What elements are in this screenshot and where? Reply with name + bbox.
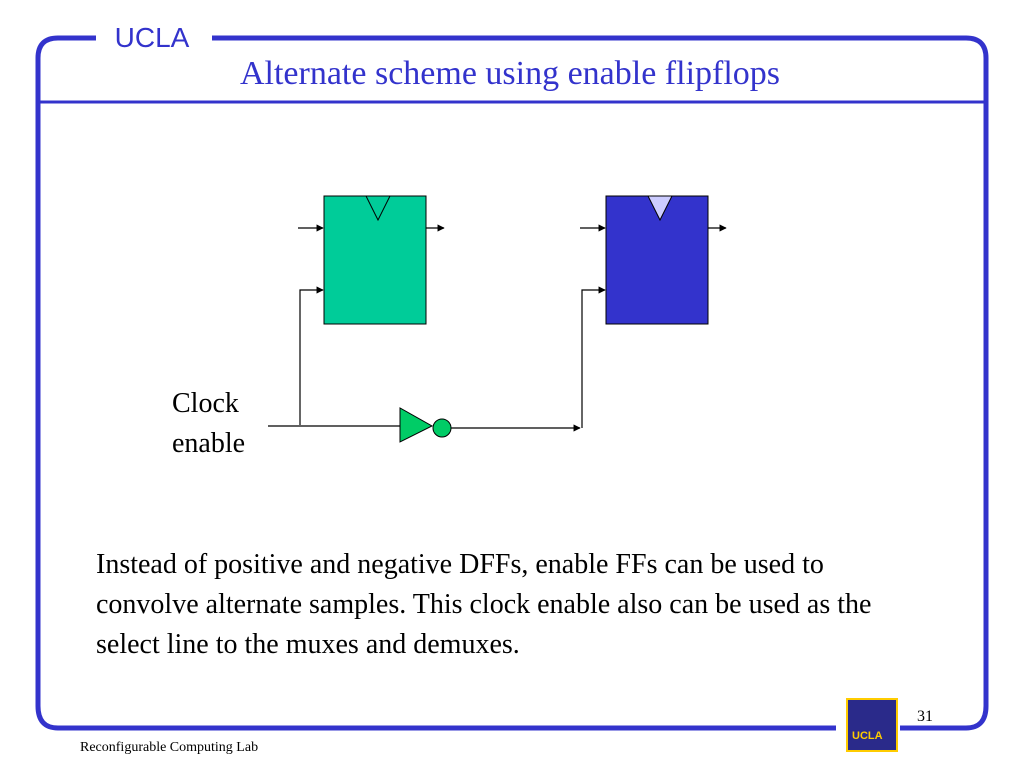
clock-label-line1: Clock [172, 388, 239, 419]
flipflop-left [324, 196, 426, 324]
flipflop-right [606, 196, 708, 324]
slide-title: Alternate scheme using enable flipflops [239, 55, 781, 92]
footer-lab: Reconfigurable Computing Lab [80, 740, 259, 755]
inverter [400, 408, 432, 442]
ucla-badge: UCLA [96, 20, 208, 56]
logo-text: UCLA [852, 730, 883, 742]
page-number: 31 [917, 708, 933, 725]
body-paragraph: Instead of positive and negative DFFs, enable FFs can be used to convolve alternate samples. This clock enable also can be used as the select line to the muxes and demuxes. [96, 549, 872, 660]
clock-enable-label [172, 384, 282, 464]
inverter-bubble [433, 419, 451, 437]
clock-label-line2: enable [172, 428, 246, 459]
ucla-logo [846, 698, 898, 752]
